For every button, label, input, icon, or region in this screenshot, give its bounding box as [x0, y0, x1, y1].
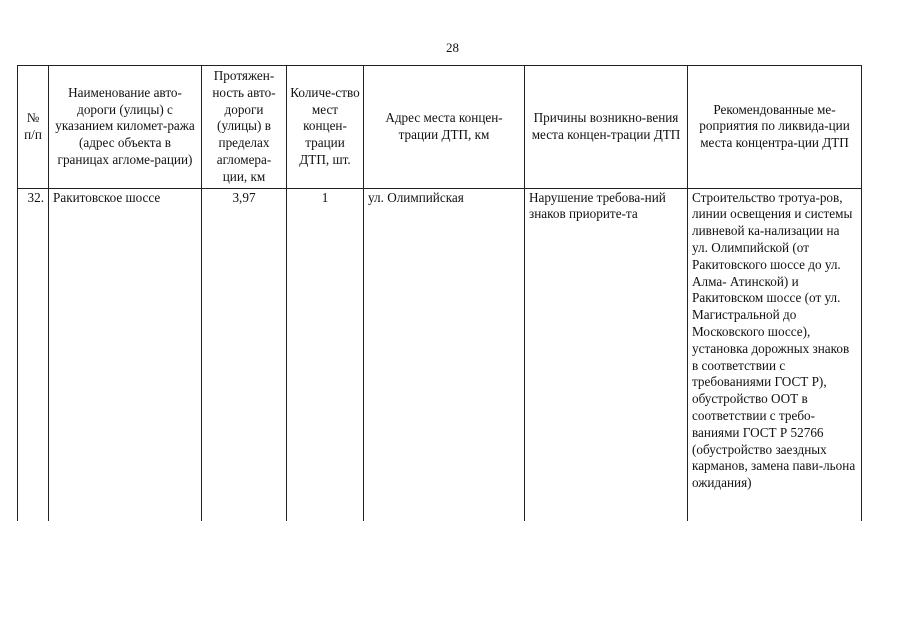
table-row	[18, 188, 862, 521]
dtp-concentration-table	[17, 65, 862, 521]
header-road: Наименование авто-дороги (улицы) с указанием километ-ража (адрес объекта в границах агломе-рации)	[49, 66, 202, 189]
cell-length: 3,97	[202, 188, 287, 521]
cell-address: ул. Олимпийская	[364, 188, 525, 521]
page-number: 28	[446, 40, 459, 55]
header-address: Адрес места концен-трации ДТП, км	[364, 66, 525, 189]
header-length: Протяжен-ность авто-дороги (улицы) в пределах агломера-ции, км	[202, 66, 287, 189]
header-num: № п/п	[18, 66, 49, 189]
cell-measures: Строительство тротуа-ров, линии освещения и системы ливневой ка-нализации на ул. Олимпийской (от Ракитовского шоссе до ул. Алма- Атинской) и Ракитовском шоссе (от ул. Магистральной до Московского шоссе), установка дорожных знаков в соответствии с требованиями ГОСТ Р), обустройство ООТ в соответствии с требо-ваниями ГОСТ Р 52766 (обустройство заездных карманов, замена пави-льона ожидания)	[688, 188, 862, 521]
cell-reasons: Нарушение требова-ний знаков приорите-та	[525, 188, 688, 521]
cell-num: 32.	[18, 188, 49, 521]
header-reasons: Причины возникно-вения места концен-трации ДТП	[525, 66, 688, 189]
header-count: Количе-ство мест концен-трации ДТП, шт.	[287, 66, 364, 189]
cell-count: 1	[287, 188, 364, 521]
header-measures: Рекомендованные ме-роприятия по ликвида-ции места концентра-ции ДТП	[688, 66, 862, 189]
table-header-row	[18, 66, 862, 189]
cell-road: Ракитовское шоссе	[49, 188, 202, 521]
